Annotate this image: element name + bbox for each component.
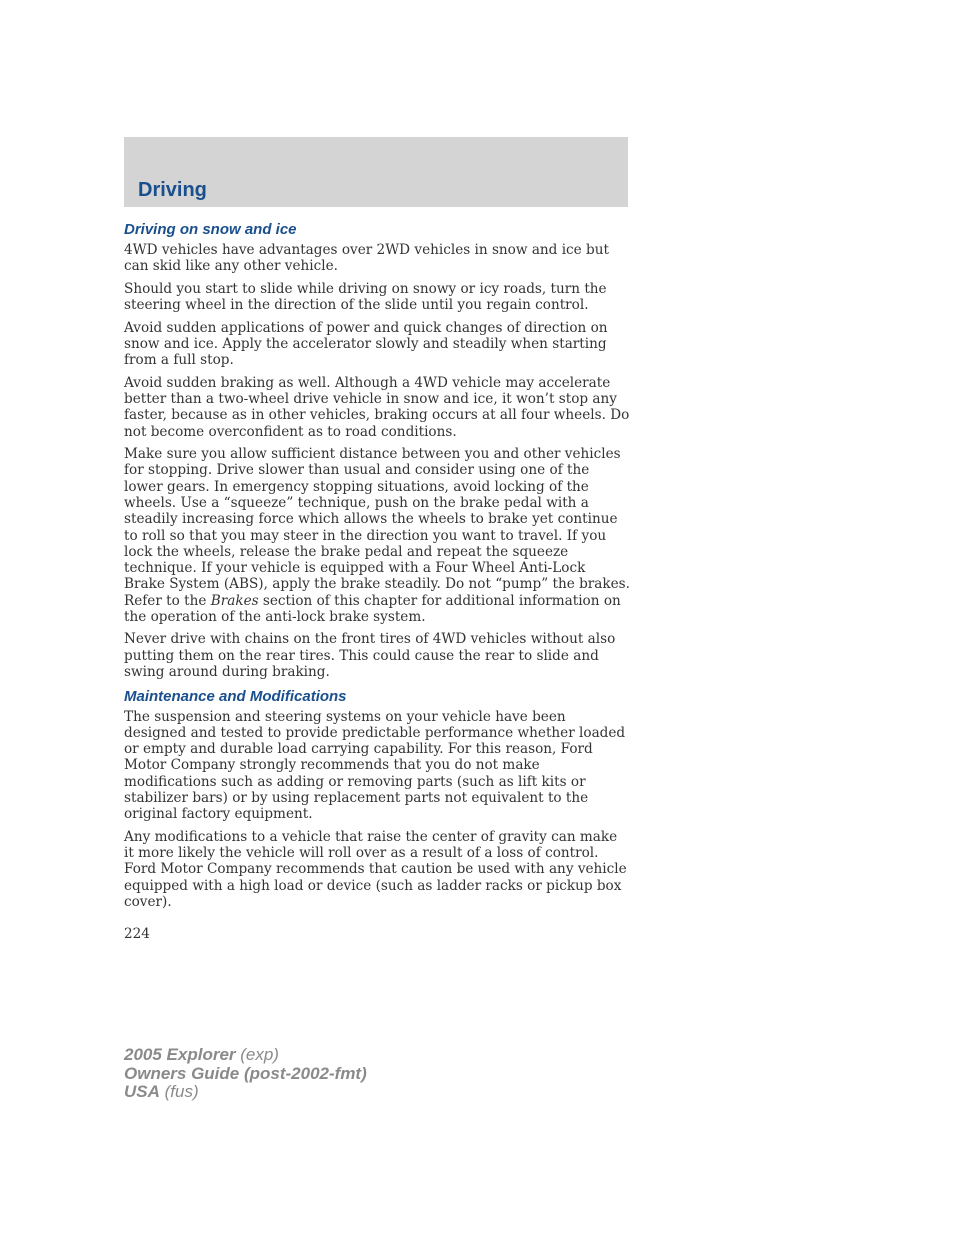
paragraph — [124, 446, 630, 625]
footer-model-code: (exp) — [235, 1045, 279, 1064]
footer-market-code: (fus) — [159, 1082, 199, 1101]
main-content — [124, 220, 630, 916]
page-number: 224 — [124, 926, 150, 942]
brakes-reference: Brakes — [210, 592, 259, 609]
paragraph-text: Make sure you allow sufficient distance between you and other vehicles for stopping. Drive slower than usual and consider using one of the lower gears. In emergency stopping situations, avoid locking of the wheels. Use a “squeeze” technique, push on the brake pedal with a steadily increasing force which allows the wheels to brake yet continue to roll so that you may steer in the direction you want to travel. If you lock the wheels, release the brake pedal and repeat the squeeze technique. If your vehicle is equipped with a Four Wheel Anti-Lock Brake System (ABS), apply the brake steadily. Do not “pump” the brakes. Refer to the — [124, 446, 630, 609]
paragraph: Avoid sudden braking as well. Although a 4WD vehicle may accelerate better than a two-wheel drive vehicle in snow and ice, it won’t stop any faster, because as in other vehicles, braking occurs at all four wheels. Do not become overconfident as to road conditions. — [124, 374, 630, 440]
footer-market: USA — [124, 1082, 160, 1101]
paragraph: Should you start to slide while driving on snowy or icy roads, turn the steering wheel in the direction of the slide until you regain control. — [124, 280, 607, 314]
footer-model: 2005 Explorer — [124, 1045, 236, 1064]
paragraph: Any modifications to a vehicle that raise the center of gravity can make it more likely the vehicle will roll over as a result of a loss of control. Ford Motor Company recommends that caution be used with any vehicle equipped with a high load or device (such as ladder racks or pickup box cover). — [124, 828, 627, 910]
page-title: Driving — [138, 179, 207, 201]
section-header-band — [124, 137, 628, 207]
document-footer — [124, 1046, 367, 1102]
paragraph: Never drive with chains on the front tires of 4WD vehicles without also putting them on the rear tires. This could cause the rear to slide and swing around during braking. — [124, 631, 616, 681]
section-heading-maintenance: Maintenance and Modifications — [124, 687, 347, 705]
paragraph: The suspension and steering systems on your vehicle have been designed and tested to provide predictable performance whether loaded or empty and durable load carrying capability. For this reason, Ford Motor Company strongly recommends that you do not make modifications such as adding or removing parts (such as lift kits or stabilizer bars) or by using replacement parts not equivalent to the original factory equipment. — [124, 708, 626, 823]
paragraph: Avoid sudden applications of power and quick changes of direction on snow and ice. Apply the accelerator slowly and steadily when starting from a full stop. — [124, 319, 608, 369]
footer-guide: Owners Guide (post-2002-fmt) — [124, 1063, 367, 1083]
paragraph: 4WD vehicles have advantages over 2WD vehicles in snow and ice but can skid like any other vehicle. — [124, 242, 609, 275]
paragraph-text: section of this chapter for additional information on the operation of the anti-lock brake system. — [124, 592, 621, 625]
section-heading-snow-ice: Driving on snow and ice — [124, 221, 297, 238]
